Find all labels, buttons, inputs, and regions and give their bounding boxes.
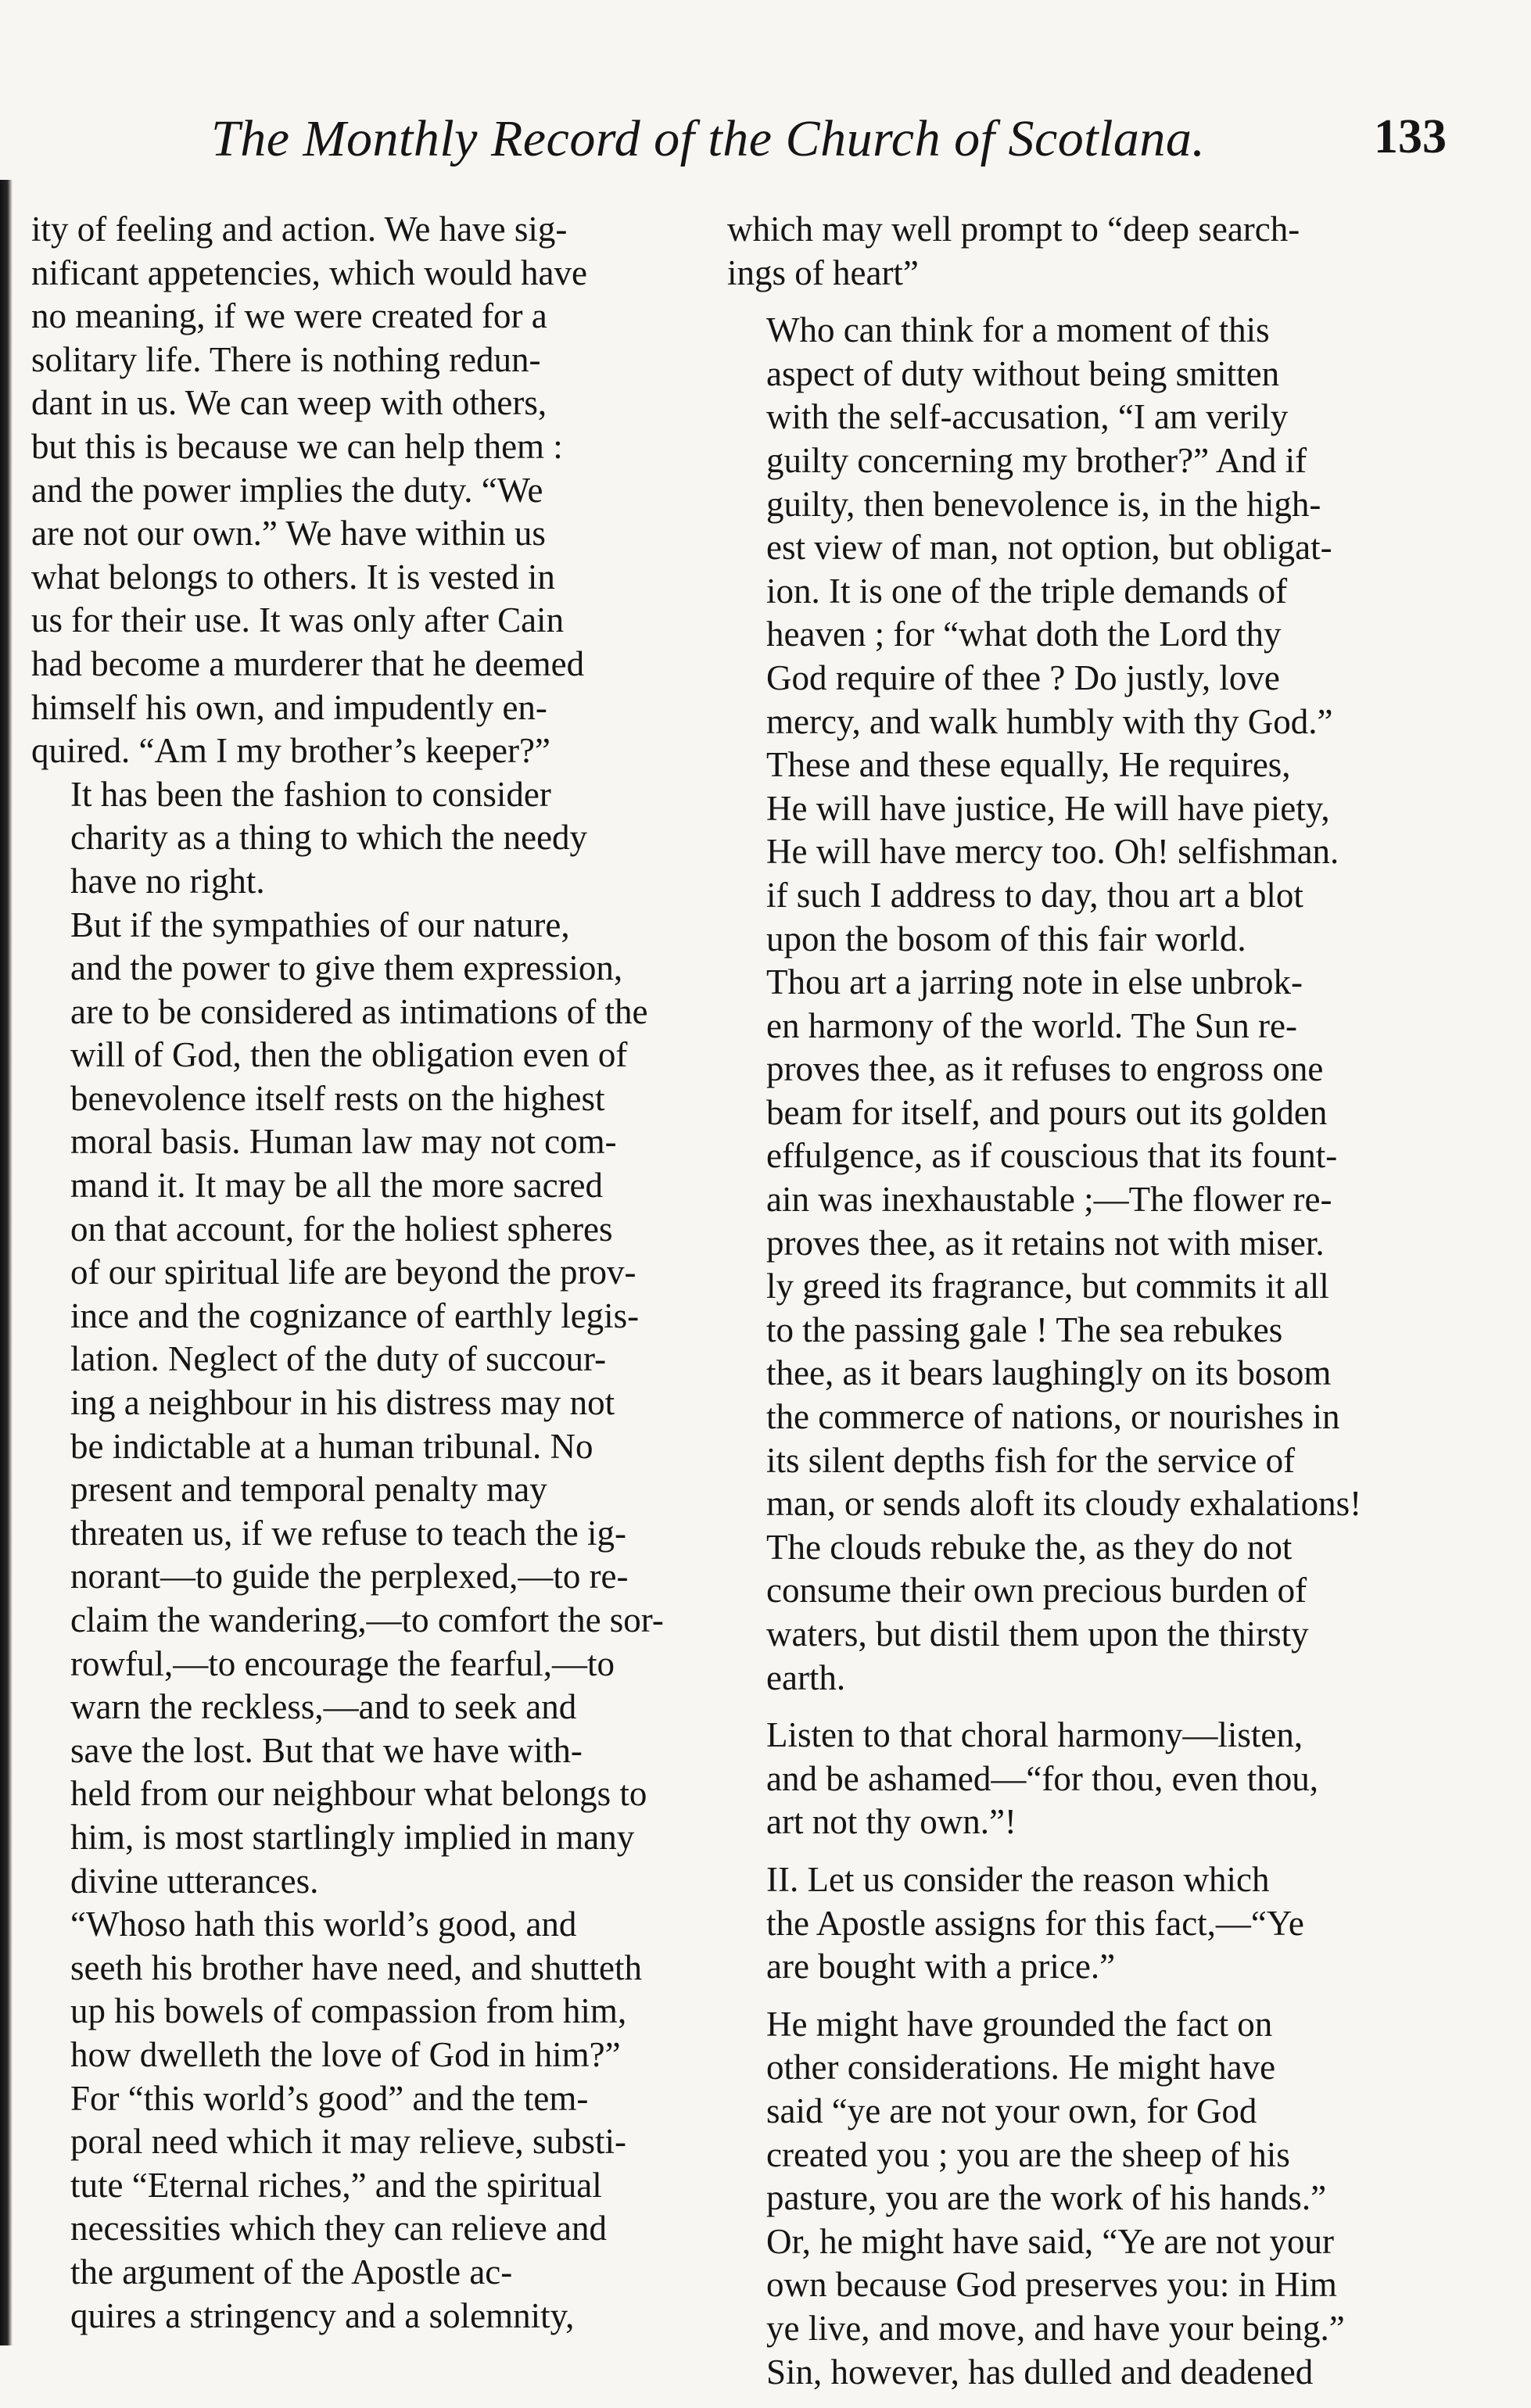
text-line: waters, but distil them upon the thirsty — [766, 1614, 1309, 1654]
text-line: poral need which it may relieve, substi- — [70, 2122, 627, 2162]
text-line: created you ; you are the sheep of his — [766, 2134, 1290, 2174]
text-line: of our spiritual life are beyond the prov- — [70, 1252, 636, 1292]
text-line: II. Let us consider the reason which — [766, 1859, 1270, 1899]
paragraph — [727, 1714, 1447, 1844]
text-line: with the self-accusation, “I am verily — [766, 397, 1289, 437]
text-line: the commerce of nations, or nourishes in — [766, 1397, 1340, 1437]
text-line: pasture, you are the work of his hands.” — [766, 2178, 1327, 2218]
book-binding-shadow — [0, 180, 13, 2345]
text-line: guilty, then benevolence is, in the high- — [766, 484, 1321, 524]
paragraph — [727, 309, 1447, 1700]
text-line: proves thee, as it refuses to engross one — [766, 1049, 1324, 1089]
paragraph — [31, 1903, 696, 2338]
text-line: beam for itself, and pours out its golden — [766, 1092, 1328, 1132]
text-line: to the passing gale ! The sea rebukes — [766, 1310, 1283, 1349]
text-line: ing a neighbour in his distress may not — [70, 1383, 615, 1423]
text-line: the Apostle assigns for this fact,—“Ye — [766, 1903, 1304, 1943]
text-line: present and temporal penalty may — [70, 1470, 547, 1510]
paragraph — [31, 904, 696, 1904]
text-line: God require of thee ? Do justly, love — [766, 658, 1280, 697]
text-line: warn the reckless,—and to seek and — [70, 1687, 577, 1727]
text-line: moral basis. Human law may not com- — [70, 1122, 617, 1162]
text-line: the argument of the Apostle ac- — [70, 2252, 513, 2292]
text-line: For “this world’s good” and the tem- — [70, 2078, 589, 2118]
text-line: ince and the cognizance of earthly legis- — [70, 1295, 640, 1335]
text-line: proves thee, as it retains not with miser. — [766, 1223, 1325, 1263]
text-line: upon the bosom of this fair world. — [766, 919, 1246, 959]
text-line: and the power to give them expression, — [70, 948, 623, 988]
text-line: art not thy own.”! — [766, 1802, 1016, 1842]
text-line: own because God preserves you: in Him — [766, 2265, 1337, 2305]
text-line: quired. “Am I my brother’s keeper?” — [31, 731, 550, 771]
text-line: are bought with a price.” — [766, 1947, 1116, 1987]
text-line: seeth his brother have need, and shutteth — [70, 1948, 643, 1987]
text-line: mand it. It may be all the more sacred — [70, 1166, 603, 1206]
paragraph — [31, 208, 696, 773]
page-number: 133 — [1374, 110, 1447, 163]
text-line: He will have justice, He will have piety, — [766, 788, 1330, 828]
text-line: Listen to that choral harmony—listen, — [766, 1715, 1303, 1755]
text-line: Sin, however, has dulled and deadened — [766, 2352, 1314, 2392]
text-line: solitary life. There is nothing redun- — [31, 339, 541, 379]
text-line: us for their use. It was only after Cain — [31, 600, 565, 640]
text-line: necessities which they can relieve and — [70, 2209, 607, 2249]
text-line: mercy, and walk humbly with thy God.” — [766, 701, 1333, 741]
text-line: no meaning, if we were created for a — [31, 296, 547, 336]
text-line: himself his own, and impudently en- — [31, 687, 547, 727]
text-line: are not our own.” We have within us — [31, 514, 546, 554]
text-line: but this is because we can help them : — [31, 426, 563, 466]
paragraph — [727, 208, 1447, 295]
text-line: thee, as it bears laughingly on its bosom — [766, 1353, 1332, 1393]
paragraph — [727, 1858, 1447, 1989]
text-line: consume their own precious burden of — [766, 1571, 1307, 1611]
text-line: He will have mercy too. Oh! selfishman. — [766, 832, 1339, 872]
right-column — [727, 208, 1447, 2408]
text-line: man, or sends aloft its cloudy exhalations! — [766, 1484, 1362, 1524]
text-line: ity of feeling and action. We have sig- — [31, 210, 568, 249]
text-line: its silent depths fish for the service of — [766, 1440, 1296, 1480]
text-line: claim the wandering,—to comfort the sor- — [70, 1600, 664, 1639]
text-line: nificant appetencies, which would have — [31, 253, 587, 292]
text-line: The clouds rebuke the, as they do not — [766, 1527, 1293, 1567]
text-line: on that account, for the holiest spheres — [70, 1209, 613, 1249]
text-line: charity as a thing to which the needy — [70, 818, 588, 858]
text-line: It has been the fashion to consider — [70, 774, 551, 814]
paragraph — [31, 773, 696, 904]
text-line: est view of man, not option, but obligat- — [766, 528, 1332, 568]
text-line: held from our neighbour what belongs to — [70, 1774, 647, 1814]
text-line: have no right. — [70, 861, 265, 901]
text-line: are to be considered as intimations of the — [70, 991, 648, 1031]
text-line: ings of heart” — [727, 253, 919, 292]
text-line: ye live, and move, and have your being.” — [766, 2308, 1345, 2348]
text-line: He might have grounded the fact on — [766, 2004, 1273, 2044]
text-line: guilty concerning my brother?” And if — [766, 440, 1307, 480]
text-line: Thou art a jarring note in else unbrok- — [766, 962, 1303, 1002]
text-line: earth. — [766, 1657, 846, 1697]
text-line: ain was inexhaustable ;—The flower re- — [766, 1180, 1332, 1220]
text-line: Or, he might have said, “Ye are not your — [766, 2221, 1334, 2261]
text-line: what belongs to others. It is vested in — [31, 557, 555, 597]
text-line: ly greed its fragrance, but commits it all — [766, 1267, 1329, 1306]
text-line: “Whoso hath this world’s good, and — [70, 1905, 577, 1944]
page-header — [211, 109, 1447, 172]
text-line: en harmony of the world. The Sun re- — [766, 1005, 1297, 1045]
text-line: said “ye are not your own, for God — [766, 2091, 1257, 2130]
text-line: aspect of duty without being smitten — [766, 353, 1280, 393]
text-line: tute “Eternal riches,” and the spiritual — [70, 2165, 602, 2205]
left-column — [31, 208, 696, 2338]
text-line: him, is most startlingly implied in many — [70, 1817, 635, 1857]
paragraph — [727, 2003, 1447, 2394]
text-line: how dwelleth the love of God in him?” — [70, 2034, 621, 2074]
text-line: dant in us. We can weep with others, — [31, 383, 547, 423]
text-line: heaven ; for “what doth the Lord thy — [766, 615, 1282, 654]
text-line: other considerations. He might have — [766, 2048, 1276, 2087]
text-line: and the power implies the duty. “We — [31, 470, 543, 510]
text-line: save the lost. But that we have with- — [70, 1730, 583, 1770]
text-line: had become a murderer that he deemed — [31, 643, 585, 683]
text-line: which may well prompt to “deep search- — [727, 210, 1300, 249]
text-line: But if the sympathies of our nature, — [70, 905, 570, 944]
text-line: threaten us, if we refuse to teach the ig- — [70, 1513, 626, 1553]
text-line: up his bowels of compassion from him, — [70, 1991, 627, 2031]
text-line: Who can think for a moment of this — [766, 310, 1270, 350]
text-line: rowful,—to encourage the fearful,—to — [70, 1643, 615, 1683]
text-line: These and these equally, He requires, — [766, 745, 1291, 785]
text-line: norant—to guide the perplexed,—to re- — [70, 1557, 629, 1596]
text-line: divine utterances. — [70, 1861, 319, 1901]
text-line: be indictable at a human tribunal. No — [70, 1426, 593, 1466]
text-line: lation. Neglect of the duty of succour- — [70, 1339, 607, 1379]
text-line: quires a stringency and a solemnity, — [70, 2295, 575, 2335]
text-line: and be ashamed—“for thou, even thou, — [766, 1758, 1319, 1798]
running-title: The Monthly Record of the Church of Scotlana. — [211, 110, 1206, 167]
text-line: effulgence, as if couscious that its fount- — [766, 1136, 1338, 1176]
text-line: benevolence itself rests on the highest — [70, 1078, 605, 1118]
text-line: if such I address to day, thou art a blot — [766, 875, 1303, 915]
text-line: will of God, then the obligation even of — [70, 1035, 628, 1075]
text-line: ion. It is one of the triple demands of — [766, 571, 1288, 611]
